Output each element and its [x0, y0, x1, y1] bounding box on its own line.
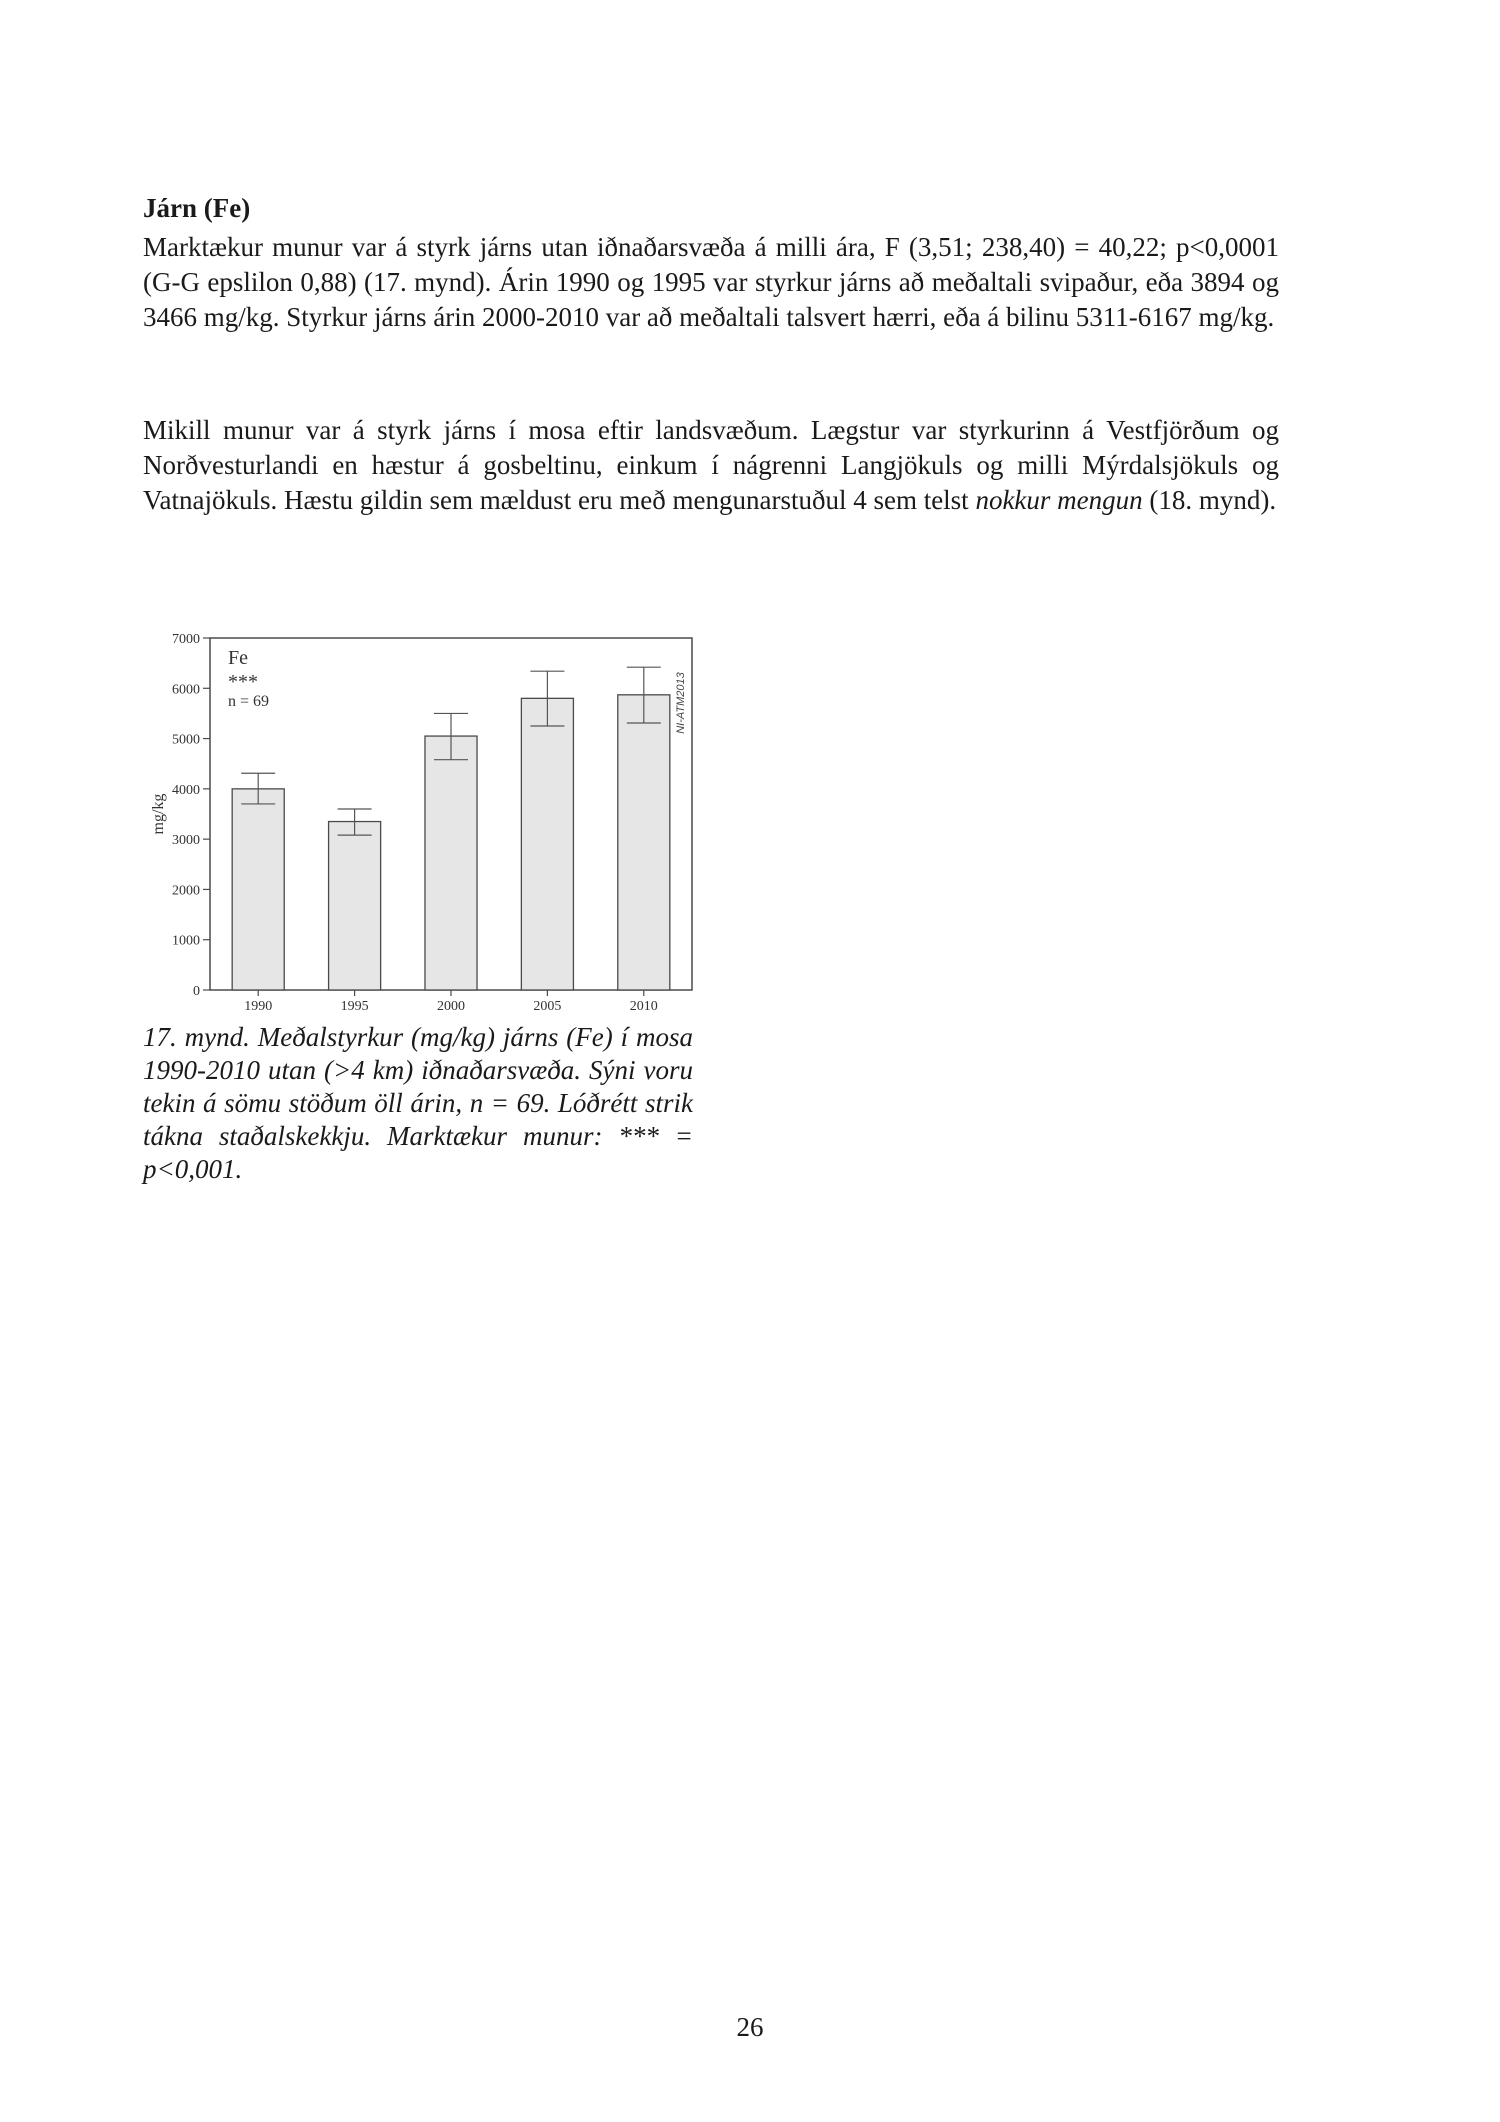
x-tick-label: 1995	[340, 999, 369, 1014]
section-heading: Járn (Fe)	[143, 193, 251, 223]
y-tick-label: 4000	[172, 782, 200, 798]
page-number: 26	[736, 2012, 764, 2042]
paragraph-2-emphasis: nokkur mengun	[975, 485, 1143, 515]
y-tick-label: 3000	[172, 833, 200, 849]
y-axis-label: mg/kg	[150, 793, 167, 835]
x-tick-label: 1990	[244, 999, 273, 1014]
y-tick-label: 7000	[172, 632, 200, 647]
x-tick-label: 2000	[437, 999, 465, 1014]
figure-17-chart	[140, 618, 700, 1023]
bar-2010	[618, 695, 670, 990]
bar-2005	[521, 698, 573, 990]
bar-chart-svg	[140, 618, 700, 1023]
bar-2000	[425, 736, 477, 990]
bar-1990	[232, 789, 284, 990]
y-tick-label: 0	[193, 984, 200, 999]
paragraph-1: Marktækur munur var á styrk járns utan iðnaðarsvæða á milli ára, F (3,51; 238,40) = 40,22; p<0,0001 (G-G epslilon 0,88) (17. mynd). Árin 1990 og 1995 var styrkur járns að meðaltali svipaður, eða 3894 og 3466 mg/kg. Styrkur járns árin 2000-2010 var að meðaltali talsvert hærri, eða á bilinu 5311-6167 mg/kg.	[143, 232, 1279, 332]
paragraph-2-text-b: (18. mynd).	[1142, 485, 1277, 515]
x-tick-label: 2005	[533, 999, 562, 1014]
annotation-sample-size: n = 69	[228, 693, 270, 710]
y-tick-label: 5000	[172, 732, 200, 748]
y-tick-label: 1000	[172, 933, 200, 949]
y-tick-label: 6000	[172, 682, 200, 698]
paragraph-2-text-a: Mikill munur var á styrk járns í mosa eftir landsvæðum. Lægstur var styrkurinn á Vestfjörðum og Norðvesturlandi en hæstur á gosbeltinu, einkum í nágrenni Langjökuls og milli Mýrdalsjökuls og Vatnajökuls. Hæstu gildin sem mældust eru með mengunarstuðul 4 sem telst	[143, 415, 1279, 515]
bar-1995	[329, 822, 381, 990]
x-tick-label: 2010	[629, 999, 658, 1014]
y-tick-label: 2000	[172, 883, 200, 899]
figure-caption: 17. mynd. Meðalstyrkur (mg/kg) járns (Fe) í mosa 1990-2010 utan (>4 km) iðnaðarsvæða. Sýni voru tekin á sömu stöðum öll árin, n = 69. Lóðrétt strik tákna staðalskekkju. Marktækur munur: *** = p<0,001.	[143, 1022, 693, 1184]
annotation-significance: ***	[228, 671, 258, 693]
annotation-element: Fe	[228, 647, 248, 669]
paragraph-2	[143, 413, 1279, 518]
credit-label: NI-ATM2013	[675, 672, 687, 734]
